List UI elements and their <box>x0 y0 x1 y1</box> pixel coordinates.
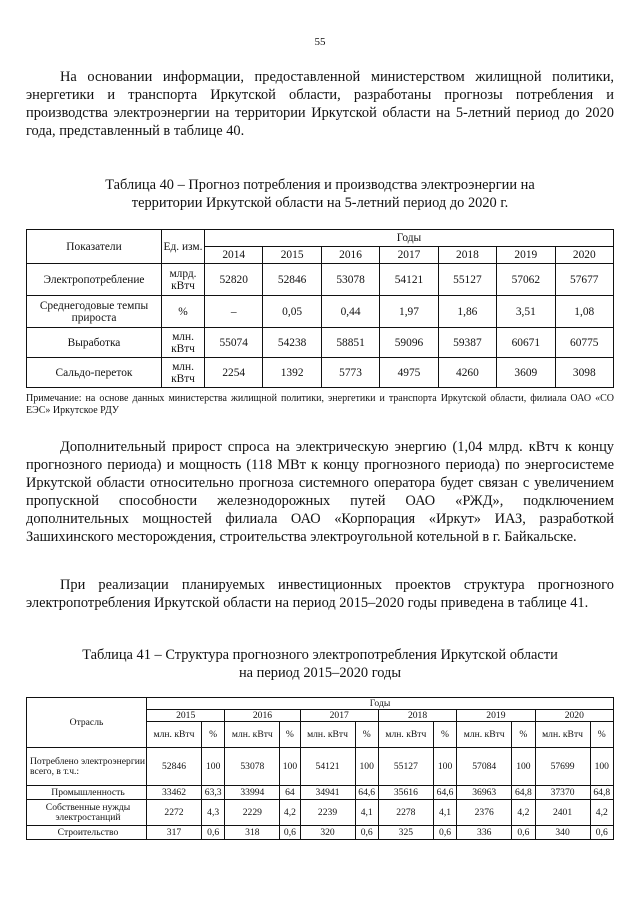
header-years: Годы <box>147 698 614 710</box>
value-cell: 0,05 <box>263 296 321 328</box>
table-row <box>27 748 614 786</box>
value-cell: 0,44 <box>321 296 379 328</box>
table41-caption <box>26 646 614 682</box>
table41-caption-line1: Таблица 41 – Структура прогнозного электропотребления Иркутской области <box>82 647 558 663</box>
value-cell: 0,6 <box>280 826 300 840</box>
demand-text: Дополнительный прирост спроса на электрическую энергию (1,04 млрд. кВтч к концу прогнозного периода) и мощность (118 МВт к концу прогнозного периода) по энергосистеме Иркутской области относительно прогноза системного оператора будет связан с увеличением пропускной способности железнодорожных путей ОАО «РЖД», подключением дополнительных мощностей филиала ОАО «Корпорация «Иркут» ИАЗ, разработкой Зашихинского месторождения, строительства электроугольной котельной в г. Байкальске. <box>26 439 614 545</box>
value-cell: 64,6 <box>355 786 378 800</box>
value-cell: 318 <box>225 826 280 840</box>
value-cell: 340 <box>535 826 590 840</box>
table-row <box>27 786 614 800</box>
row-unit: млн. кВтч <box>162 328 205 358</box>
value-cell: 2239 <box>300 800 355 826</box>
value-cell: 2229 <box>225 800 280 826</box>
value-cell: 100 <box>512 748 535 786</box>
value-cell: 4975 <box>380 358 438 388</box>
value-cell: 52846 <box>147 748 202 786</box>
intro-paragraph <box>26 68 614 140</box>
intro-text: На основании информации, предоставленной министерством жилищной политики, энергетики и транспорта Иркутской области, разработаны прогнозы потребления и производства электроэнергии на территории Иркутской области на 5-летний период до 2020 года, представленный в таблице 40. <box>26 69 614 139</box>
table41-caption-line2: на период 2015–2020 годы <box>238 665 402 681</box>
value-cell: 35616 <box>378 786 433 800</box>
year-cell: 2016 <box>321 247 379 264</box>
table40-caption <box>26 176 614 212</box>
value-cell: 320 <box>300 826 355 840</box>
value-cell: 2376 <box>457 800 512 826</box>
row-label: Выработка <box>27 328 162 358</box>
table40-caption-line2: территории Иркутской области на 5-летний период до 2020 г. <box>131 195 509 211</box>
pct-cell: % <box>433 722 456 748</box>
unit-cell: млн. кВтч <box>535 722 590 748</box>
unit-cell: млн. кВтч <box>378 722 433 748</box>
value-cell: 54121 <box>380 264 438 296</box>
value-cell: 0,6 <box>355 826 378 840</box>
year-cell: 2014 <box>205 247 263 264</box>
table-row <box>27 264 614 296</box>
year-cell: 2020 <box>535 710 613 722</box>
value-cell: 63,3 <box>201 786 224 800</box>
year-cell: 2016 <box>225 710 300 722</box>
value-cell: 100 <box>355 748 378 786</box>
row-label: Сальдо-переток <box>27 358 162 388</box>
value-cell: 3609 <box>497 358 555 388</box>
table-row <box>27 826 614 840</box>
value-cell: 57084 <box>457 748 512 786</box>
value-cell: 2401 <box>535 800 590 826</box>
unit-cell: млн. кВтч <box>457 722 512 748</box>
value-cell: 5773 <box>321 358 379 388</box>
row-label: Потреблено электроэнергии всего, в т.ч.: <box>27 748 147 786</box>
year-cell: 2018 <box>378 710 456 722</box>
value-cell: 317 <box>147 826 202 840</box>
value-cell: 55127 <box>438 264 496 296</box>
year-cell: 2017 <box>300 710 378 722</box>
value-cell: 57677 <box>555 264 613 296</box>
value-cell: – <box>205 296 263 328</box>
value-cell: 64,8 <box>512 786 535 800</box>
table-row <box>27 328 614 358</box>
table-41 <box>26 697 614 840</box>
value-cell: 100 <box>433 748 456 786</box>
value-cell: 33994 <box>225 786 280 800</box>
value-cell: 1,97 <box>380 296 438 328</box>
table40-note: Примечание: на основе данных министерства жилищной политики, энергетики и транспорта Иркутской области, филиала ОАО «СО ЕЭС» Иркутское РДУ <box>26 393 614 416</box>
value-cell: 100 <box>280 748 300 786</box>
value-cell: 54121 <box>300 748 355 786</box>
year-cell: 2017 <box>380 247 438 264</box>
row-unit: млн. кВтч <box>162 358 205 388</box>
year-cell: 2015 <box>147 710 225 722</box>
header-years: Годы <box>205 230 614 247</box>
value-cell: 58851 <box>321 328 379 358</box>
unit-cell: млн. кВтч <box>300 722 355 748</box>
header-indicators: Показатели <box>27 230 162 264</box>
value-cell: 60671 <box>497 328 555 358</box>
value-cell: 1,08 <box>555 296 613 328</box>
value-cell: 4,2 <box>280 800 300 826</box>
value-cell: 55127 <box>378 748 433 786</box>
year-cell: 2020 <box>555 247 613 264</box>
value-cell: 4,1 <box>355 800 378 826</box>
table-row <box>27 358 614 388</box>
value-cell: 3098 <box>555 358 613 388</box>
header-branch: Отрасль <box>27 698 147 748</box>
row-unit: % <box>162 296 205 328</box>
row-unit: млрд. кВтч <box>162 264 205 296</box>
row-label: Электропотребление <box>27 264 162 296</box>
value-cell: 0,6 <box>512 826 535 840</box>
value-cell: 60775 <box>555 328 613 358</box>
year-cell: 2019 <box>497 247 555 264</box>
value-cell: 2272 <box>147 800 202 826</box>
value-cell: 0,6 <box>201 826 224 840</box>
pct-cell: % <box>590 722 613 748</box>
value-cell: 3,51 <box>497 296 555 328</box>
value-cell: 100 <box>201 748 224 786</box>
value-cell: 53078 <box>225 748 280 786</box>
header-unit: Ед. изм. <box>162 230 205 264</box>
value-cell: 57062 <box>497 264 555 296</box>
table-row <box>27 296 614 328</box>
pct-cell: % <box>201 722 224 748</box>
unit-cell: млн. кВтч <box>147 722 202 748</box>
value-cell: 54238 <box>263 328 321 358</box>
value-cell: 4,3 <box>201 800 224 826</box>
value-cell: 52846 <box>263 264 321 296</box>
value-cell: 1392 <box>263 358 321 388</box>
year-cell: 2015 <box>263 247 321 264</box>
value-cell: 325 <box>378 826 433 840</box>
value-cell: 336 <box>457 826 512 840</box>
value-cell: 2278 <box>378 800 433 826</box>
row-label: Строительство <box>27 826 147 840</box>
value-cell: 2254 <box>205 358 263 388</box>
pct-cell: % <box>355 722 378 748</box>
value-cell: 33462 <box>147 786 202 800</box>
year-cell: 2018 <box>438 247 496 264</box>
value-cell: 53078 <box>321 264 379 296</box>
value-cell: 52820 <box>205 264 263 296</box>
demand-paragraph <box>26 438 614 546</box>
value-cell: 4,1 <box>433 800 456 826</box>
value-cell: 55074 <box>205 328 263 358</box>
value-cell: 59096 <box>380 328 438 358</box>
value-cell: 100 <box>590 748 613 786</box>
value-cell: 4,2 <box>512 800 535 826</box>
row-label: Промышленность <box>27 786 147 800</box>
value-cell: 57699 <box>535 748 590 786</box>
row-label: Собственные нужды электростанций <box>27 800 147 826</box>
row-label: Среднегодовые темпы прироста <box>27 296 162 328</box>
table-row <box>27 800 614 826</box>
table-40 <box>26 229 614 388</box>
structure-text: При реализации планируемых инвестиционных проектов структура прогнозного электропотребления Иркутской области на период 2015–2020 годы приведена в таблице 41. <box>26 577 614 611</box>
year-cell: 2019 <box>457 710 535 722</box>
page-number: 55 <box>314 36 326 48</box>
value-cell: 64,6 <box>433 786 456 800</box>
pct-cell: % <box>280 722 300 748</box>
value-cell: 0,6 <box>433 826 456 840</box>
value-cell: 64,8 <box>590 786 613 800</box>
table40-caption-line1: Таблица 40 – Прогноз потребления и производства электроэнергии на <box>105 177 535 193</box>
value-cell: 1,86 <box>438 296 496 328</box>
value-cell: 34941 <box>300 786 355 800</box>
value-cell: 64 <box>280 786 300 800</box>
value-cell: 4,2 <box>590 800 613 826</box>
value-cell: 37370 <box>535 786 590 800</box>
value-cell: 36963 <box>457 786 512 800</box>
pct-cell: % <box>512 722 535 748</box>
unit-cell: млн. кВтч <box>225 722 280 748</box>
structure-paragraph <box>26 576 614 612</box>
value-cell: 59387 <box>438 328 496 358</box>
value-cell: 0,6 <box>590 826 613 840</box>
value-cell: 4260 <box>438 358 496 388</box>
